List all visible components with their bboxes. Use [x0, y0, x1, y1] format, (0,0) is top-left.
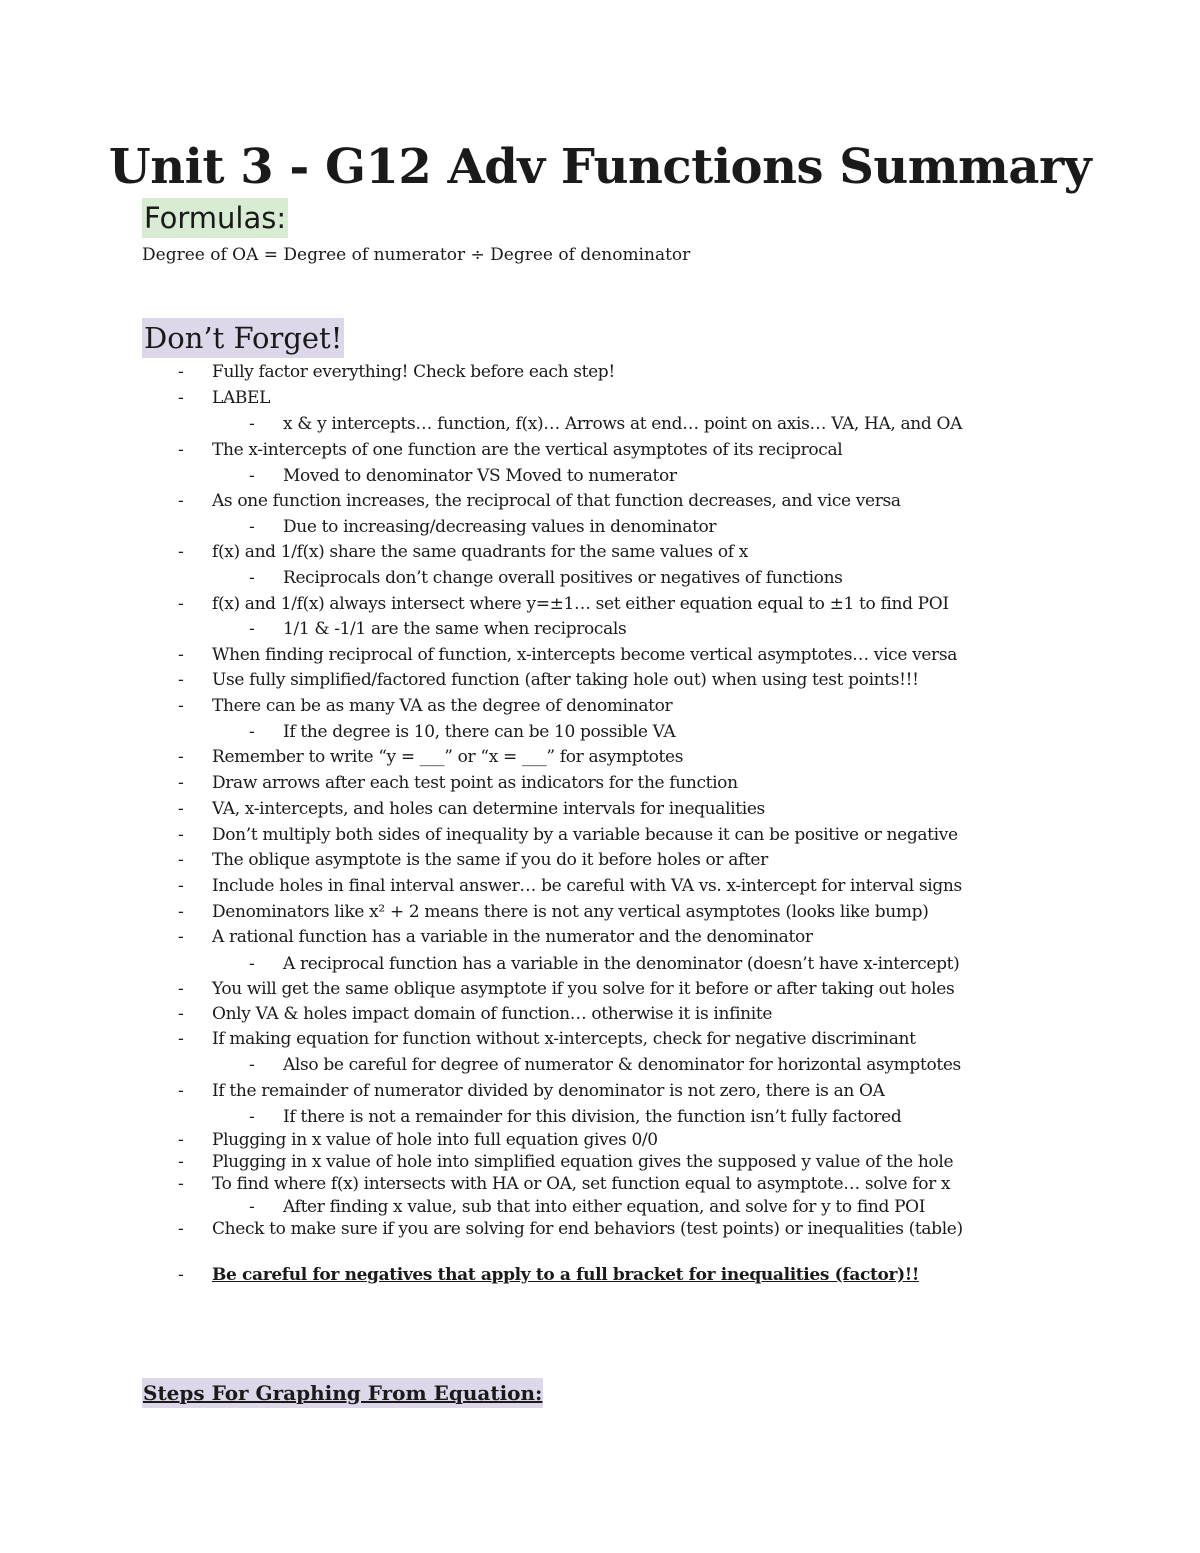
list-item: - Denominators like x² + 2 means there is not any vertical asymptotes (looks like bump)	[212, 900, 928, 925]
list-item: - Only VA & holes impact domain of function… otherwise it is infinite	[212, 1002, 772, 1027]
formulas-heading: Formulas:	[142, 198, 288, 238]
list-item: - There can be as many VA as the degree of denominator	[212, 694, 672, 719]
list-item-sub: - After finding x value, sub that into either equation, and solve for y to find POI	[283, 1195, 925, 1220]
list-item-sub: - Moved to denominator VS Moved to numerator	[283, 464, 677, 489]
bullet-dash: -	[249, 954, 255, 974]
bullet-dash: -	[249, 1107, 255, 1127]
steps-heading: Steps For Graphing From Equation:	[142, 1378, 543, 1408]
list-item: - To find where f(x) intersects with HA or OA, set function equal to asymptote… solve for x	[212, 1172, 950, 1197]
bullet-dash: -	[178, 1174, 184, 1194]
bullet-dash: -	[178, 773, 184, 793]
bullet-dash: -	[178, 979, 184, 999]
list-item: - Fully factor everything! Check before each step!	[212, 360, 615, 385]
bullet-dash: -	[178, 1152, 184, 1172]
list-item: - The x-intercepts of one function are the vertical asymptotes of its reciprocal	[212, 438, 842, 463]
bullet-dash: -	[178, 825, 184, 845]
page-title: Unit 3 - G12 Adv Functions Summary	[108, 139, 1092, 195]
list-item: - When finding reciprocal of function, x-intercepts become vertical asymptotes… vice versa	[212, 643, 957, 668]
list-item: - LABEL	[212, 386, 270, 411]
bullet-dash: -	[178, 362, 184, 382]
list-item: - Include holes in final interval answer… be careful with VA vs. x-intercept for interval signs	[212, 874, 962, 899]
bullet-dash: -	[178, 1219, 184, 1239]
bullet-dash: -	[178, 876, 184, 896]
dont-forget-heading: Don’t Forget!	[142, 318, 344, 358]
list-item: - Check to make sure if you are solving for end behaviors (test points) or inequalities (table)	[212, 1217, 963, 1242]
bullet-dash: -	[178, 491, 184, 511]
list-item: - The oblique asymptote is the same if you do it before holes or after	[212, 848, 768, 873]
bullet-dash: -	[249, 568, 255, 588]
bullet-dash: -	[178, 440, 184, 460]
list-item-sub: - Also be careful for degree of numerator & denominator for horizontal asymptotes	[283, 1053, 961, 1078]
bullet-dash: -	[249, 1197, 255, 1217]
bullet-dash: -	[249, 414, 255, 434]
bullet-dash: -	[178, 645, 184, 665]
list-item: - f(x) and 1/f(x) share the same quadrants for the same values of x	[212, 540, 748, 565]
list-item-sub: - 1/1 & -1/1 are the same when reciprocals	[283, 617, 626, 642]
formula-oa-degree: Degree of OA = Degree of numerator ÷ Degree of denominator	[142, 245, 691, 265]
bullet-dash: -	[178, 696, 184, 716]
bullet-dash: -	[178, 670, 184, 690]
bullet-dash: -	[178, 1004, 184, 1024]
bullet-dash: -	[178, 542, 184, 562]
list-item-sub: - A reciprocal function has a variable in the denominator (doesn’t have x-intercept)	[283, 952, 959, 977]
list-item-sub: - Due to increasing/decreasing values in denominator	[283, 515, 716, 540]
list-item: - Plugging in x value of hole into simplified equation gives the supposed y value of the hole	[212, 1150, 953, 1175]
list-item: - VA, x-intercepts, and holes can determine intervals for inequalities	[212, 797, 765, 822]
list-item: - Plugging in x value of hole into full equation gives 0/0	[212, 1128, 658, 1153]
bullet-dash: -	[178, 902, 184, 922]
bullet-dash: -	[249, 517, 255, 537]
bullet-dash: -	[178, 594, 184, 614]
list-item: - A rational function has a variable in the numerator and the denominator	[212, 925, 813, 950]
list-item-sub: - If the degree is 10, there can be 10 possible VA	[283, 720, 675, 745]
bullet-dash: -	[249, 619, 255, 639]
list-item-sub: - If there is not a remainder for this division, the function isn’t fully factored	[283, 1105, 901, 1130]
list-item: - As one function increases, the reciprocal of that function decreases, and vice versa	[212, 489, 901, 514]
bullet-dash: -	[178, 388, 184, 408]
list-item-sub: - Reciprocals don’t change overall positives or negatives of functions	[283, 566, 843, 591]
list-item: - If the remainder of numerator divided by denominator is not zero, there is an OA	[212, 1079, 885, 1104]
list-item: - You will get the same oblique asymptote if you solve for it before or after taking out holes	[212, 977, 954, 1002]
bullet-dash: -	[178, 927, 184, 947]
bullet-dash: -	[178, 799, 184, 819]
bullet-dash: -	[249, 1055, 255, 1075]
list-item-sub: - x & y intercepts… function, f(x)… Arrows at end… point on axis… VA, HA, and OA	[283, 412, 962, 437]
bullet-dash: -	[178, 747, 184, 767]
bullet-dash: -	[178, 1081, 184, 1101]
list-item: - If making equation for function without x-intercepts, check for negative discriminant	[212, 1027, 916, 1052]
bullet-dash: -	[249, 722, 255, 742]
list-item: - f(x) and 1/f(x) always intersect where y=±1… set either equation equal to ±1 to find POI	[212, 592, 949, 617]
bullet-dash: -	[178, 850, 184, 870]
list-item-warning: - Be careful for negatives that apply to a full bracket for inequalities (factor)!!	[212, 1263, 919, 1288]
bullet-dash: -	[178, 1029, 184, 1049]
list-item: - Remember to write “y = ___” or “x = ___” for asymptotes	[212, 745, 683, 770]
list-item: - Draw arrows after each test point as indicators for the function	[212, 771, 738, 796]
bullet-dash: -	[178, 1265, 184, 1285]
bullet-dash: -	[249, 466, 255, 486]
list-item: - Use fully simplified/factored function (after taking hole out) when using test points!!!	[212, 668, 919, 693]
list-item: - Don’t multiply both sides of inequality by a variable because it can be positive or negative	[212, 823, 958, 848]
bullet-dash: -	[178, 1130, 184, 1150]
